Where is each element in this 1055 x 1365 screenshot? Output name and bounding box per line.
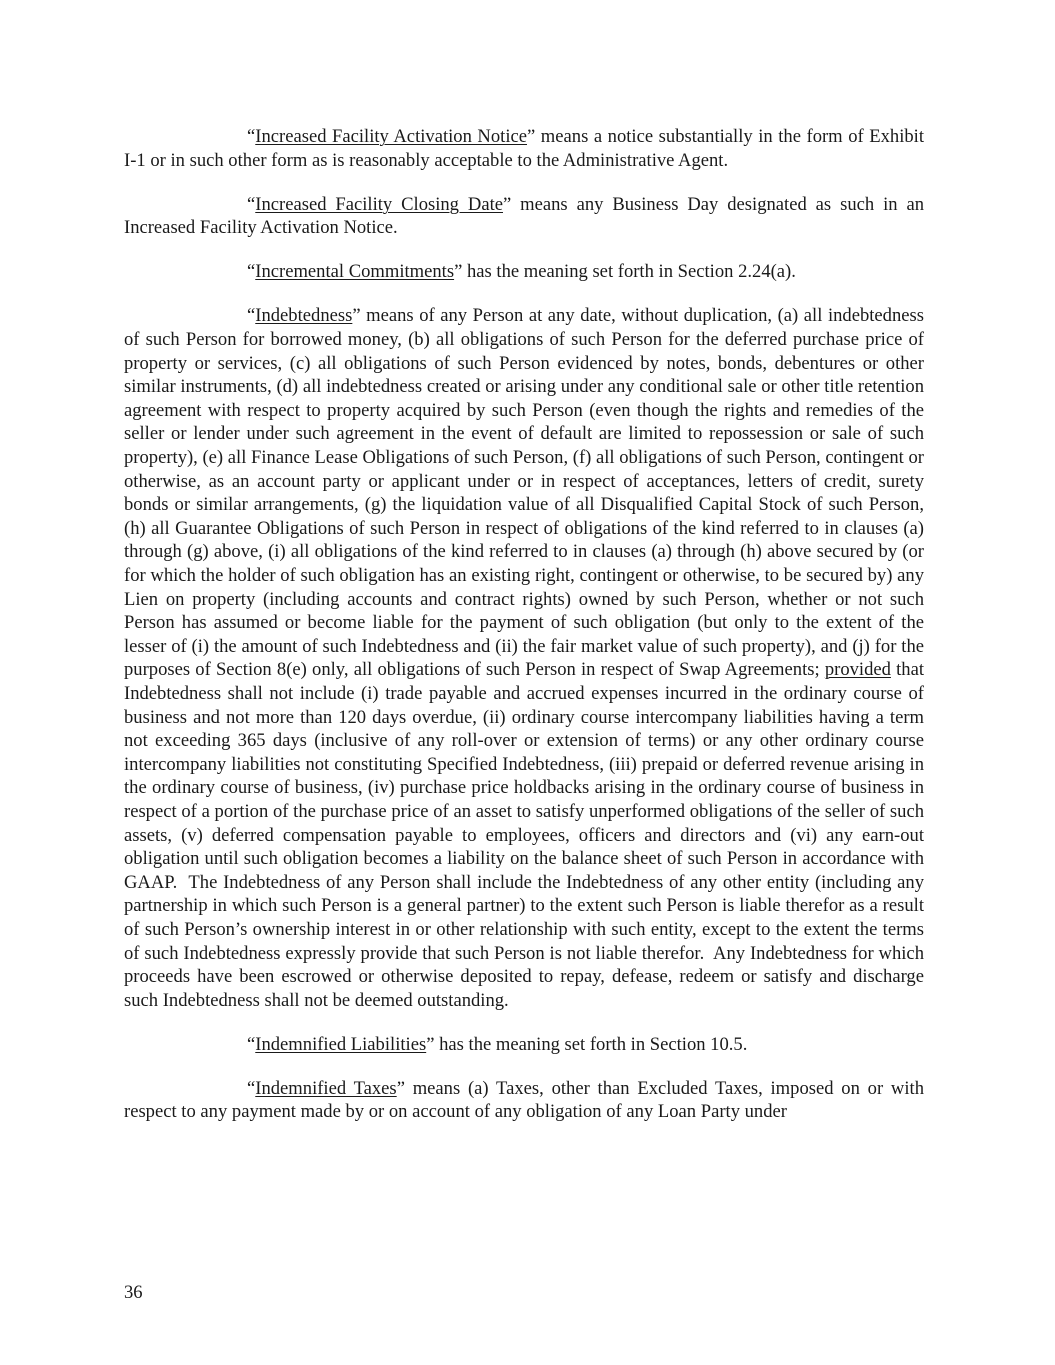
definitions-section	[124, 125, 924, 1145]
page-number: 36	[124, 1282, 143, 1303]
definition-text: ” means a notice substantially in the form of Exhibit I-1 or in such other form as is reasonably acceptable to the Administrative Agent.	[124, 126, 924, 171]
open-quote: “	[247, 261, 256, 283]
definition-paragraph	[124, 304, 924, 1012]
open-quote: “	[247, 193, 256, 215]
defined-term: Indemnified Taxes	[255, 1077, 397, 1099]
definition-text: ” has the meaning set forth in Section 10.5.	[426, 1033, 748, 1055]
definition-text: ” has the meaning set forth in Section 2.24(a).	[454, 261, 796, 283]
definition-paragraph	[124, 125, 924, 172]
provided-proviso: provided	[824, 659, 891, 681]
definition-text: ” means of any Person at any date, without duplication, (a) all indebtedness of such Person for borrowed money, (b) all obligations of such Person for the deferred purchase price of property or services, (c) all obligations of such Person evidenced by notes, bonds, debentures or other similar instruments, (d) all indebtedness created or arising under any conditional sale or other title retention agreement with respect to property acquired by such Person (even though the rights and remedies of the seller or lender under such agreement in the event of default are limited to repossession or sale of such property), (e) all Finance Lease Obligations of such Person, (f) all obligations of such Person, contingent or otherwise, as an account party or applicant under or in respect of acceptances, letters of credit, surety bonds or similar arrangements, (g) the liquidation value of all Disqualified Capital Stock of such Person, (h) all Guarantee Obligations of such Person in respect of obligations of the kind referred to in clauses (a) through (g) above, (i) all obligations of the kind referred to in clauses (a) through (h) above secured by (or for which the holder of such obligation has an existing right, contingent or otherwise, to be secured by) any Lien on property (including accounts and contract rights) owned by such Person, whether or not such Person has assumed or become liable for the payment of such obligation (but only to the extent of the lesser of (i) the amount of such Indebtedness and (ii) the fair market value of such property), and (j) for the purposes of Section 8(e) only, all obligations of such Person in respect of Swap Agreements;	[124, 305, 924, 681]
definition-paragraph	[124, 1077, 924, 1124]
definition-text: ” means any Business Day designated as such in an Increased Facility Activation Notice.	[124, 193, 925, 239]
definition-text: ” means (a) Taxes, other than Excluded Taxes, imposed on or with respect to any payment made by or on account of any obligation of any Loan Party under	[124, 1077, 924, 1123]
defined-term: Increased Facility Closing Date	[255, 193, 503, 215]
open-quote: “	[247, 305, 256, 327]
defined-term: Increased Facility Activation Notice	[255, 126, 527, 147]
open-quote: “	[247, 126, 256, 147]
defined-term: Incremental Commitments	[255, 261, 455, 283]
definition-text-continued: that Indebtedness shall not include (i) trade payable and accrued expenses incurred in the ordinary course of business and not more than 120 days overdue, (ii) ordinary course intercompany liabilities having a term not exceeding 365 days (inclusive of any roll-over or extension of terms) or any other ordinary course intercompany liabilities not constituting Specified Indebtedness, (iii) prepaid or deferred revenue arising in the ordinary course of business, (iv) purchase price holdbacks arising in the ordinary course of business in respect of a portion of the purchase price of an asset to satisfy unperformed obligations of the seller of such assets, (v) deferred compensation payable to employees, officers and directors and (vi) any earn-out obligation until such obligation becomes a liability on the balance sheet of such Person in accordance with GAAP. The Indebtedness of any Person shall include the Indebtedness of any other entity (including any partnership in which such Person is a general partner) to the extent such Person is liable therefor as a result of such Person’s ownership interest in or other relationship with such entity, except to the extent the terms of such Indebtedness expressly provide that such Person is not liable therefor. Any Indebtedness for which proceeds have been escrowed or otherwise deposited to repay, defease, redeem or satisfy and discharge such Indebtedness shall not be deemed outstanding.	[124, 659, 925, 1011]
open-quote: “	[247, 1077, 256, 1099]
defined-term: Indebtedness	[255, 305, 353, 327]
defined-term: Indemnified Liabilities	[255, 1033, 427, 1055]
definition-paragraph	[124, 1033, 924, 1057]
definition-paragraph	[124, 193, 924, 240]
open-quote: “	[247, 1033, 256, 1055]
definition-paragraph	[124, 260, 924, 284]
